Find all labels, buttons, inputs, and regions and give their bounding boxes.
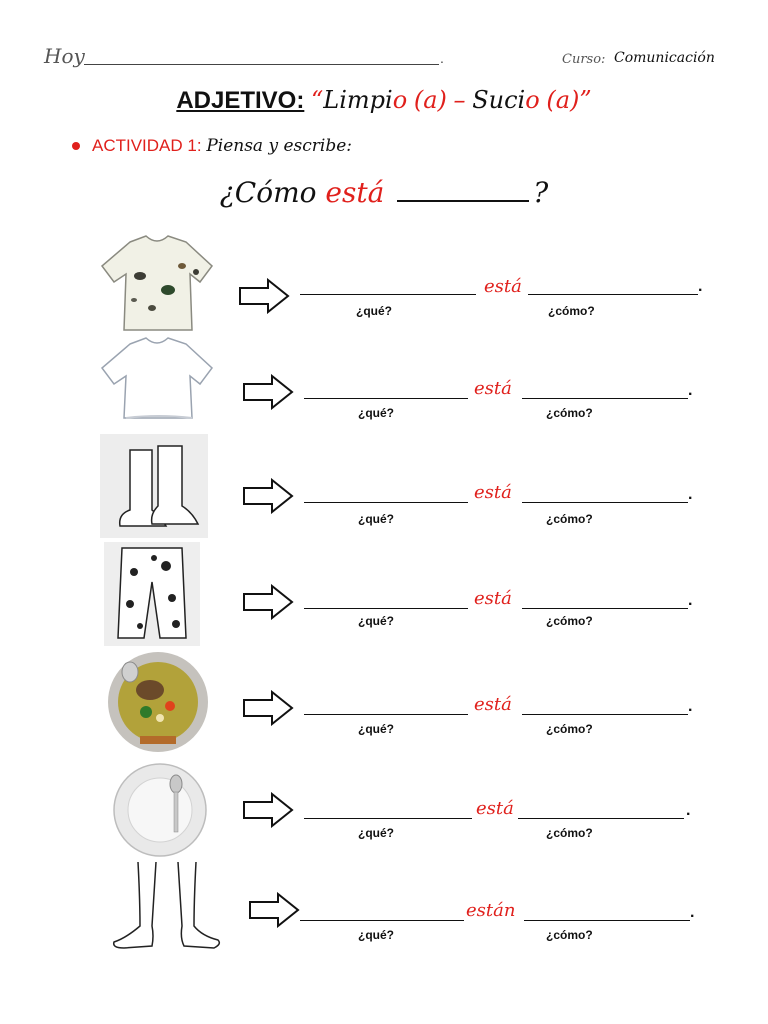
exercise-row [0,336,768,440]
arrow-icon [242,690,294,726]
question-blank[interactable] [397,196,529,202]
que-answer-blank[interactable] [304,398,468,399]
como-answer-blank[interactable] [522,502,688,503]
hint-que: ¿qué? [358,614,394,628]
course-label: Curso: [562,52,606,67]
bullet-icon [72,142,80,150]
que-answer-blank[interactable] [304,502,468,503]
verb-text: está [474,588,512,609]
exercise-row [0,542,768,646]
exercise-row [0,860,768,964]
question-verb: está [325,176,385,209]
dirty-shirt-icon [100,232,214,336]
verb-text: está [474,378,512,399]
clean-plate-icon [100,758,214,862]
activity-heading [92,136,352,156]
sentence-period: . [688,592,693,609]
que-answer-blank[interactable] [300,920,464,921]
arrow-icon [242,478,294,514]
que-answer-blank[interactable] [304,818,472,819]
sentence-period: . [688,698,693,715]
title-sucia-ending: (a) [546,86,580,114]
activity-label: ACTIVIDAD 1: [92,136,202,155]
boots-icon [100,434,214,538]
sentence-period: . [688,382,693,399]
title-dash: – [453,86,466,114]
dirty-plate-icon [100,650,214,754]
date-period: . [440,50,444,66]
verb-text: está [484,276,522,297]
como-answer-blank[interactable] [522,398,688,399]
exercise-row [0,650,768,754]
hint-como: ¿cómo? [546,722,593,736]
hint-como: ¿cómo? [546,614,593,628]
sentence-period: . [688,486,693,503]
title-open-quote: “ [311,86,324,114]
page-title [0,86,768,115]
hint-como: ¿cómo? [546,826,593,840]
hint-como: ¿cómo? [546,512,593,526]
dirty-pants-icon [104,542,218,646]
question-suffix: ? [533,176,549,209]
exercise-row [0,232,768,336]
arrow-icon [242,374,294,410]
title-label: ADJETIVO: [176,87,305,114]
como-answer-blank[interactable] [522,608,688,609]
title-suci: Suci [472,86,526,114]
course-name: Comunicación [614,50,715,66]
verb-text: están [466,900,516,921]
title-limpia-ending: (a) [413,86,447,114]
hint-como: ¿cómo? [546,406,593,420]
como-answer-blank[interactable] [522,714,688,715]
question-prefix: ¿Cómo [219,176,317,209]
arrow-icon [242,792,294,828]
exercise-row [0,434,768,538]
verb-text: está [474,694,512,715]
title-limpio-ending: o [392,86,408,114]
sentence-period: . [686,802,691,819]
exercise-row [0,758,768,862]
feet-icon [110,860,224,964]
title-sucio-ending: o [525,86,540,114]
verb-text: está [474,482,512,503]
que-answer-blank[interactable] [304,608,468,609]
hint-que: ¿qué? [358,826,394,840]
date-label: Hoy [44,44,85,68]
arrow-icon [248,892,300,928]
sentence-period: . [690,904,695,921]
arrow-icon [242,584,294,620]
arrow-icon [238,278,290,314]
activity-instruction: Piensa y escribe: [206,136,353,156]
hint-que: ¿qué? [358,722,394,736]
que-answer-blank[interactable] [304,714,468,715]
hint-que: ¿qué? [358,512,394,526]
date-line[interactable] [84,64,439,65]
hint-que: ¿qué? [358,406,394,420]
hint-que: ¿qué? [356,304,392,318]
como-answer-blank[interactable] [518,818,684,819]
hint-que: ¿qué? [358,928,394,942]
verb-text: está [476,798,514,819]
sentence-period: . [698,278,703,295]
clean-shirt-icon [100,336,214,440]
como-answer-blank[interactable] [524,920,690,921]
main-question [0,176,768,209]
que-answer-blank[interactable] [300,294,476,295]
title-limpi: Limpi [323,86,393,114]
hint-como: ¿cómo? [546,928,593,942]
hint-como: ¿cómo? [548,304,595,318]
como-answer-blank[interactable] [528,294,698,295]
title-close-quote: ” [579,86,592,114]
